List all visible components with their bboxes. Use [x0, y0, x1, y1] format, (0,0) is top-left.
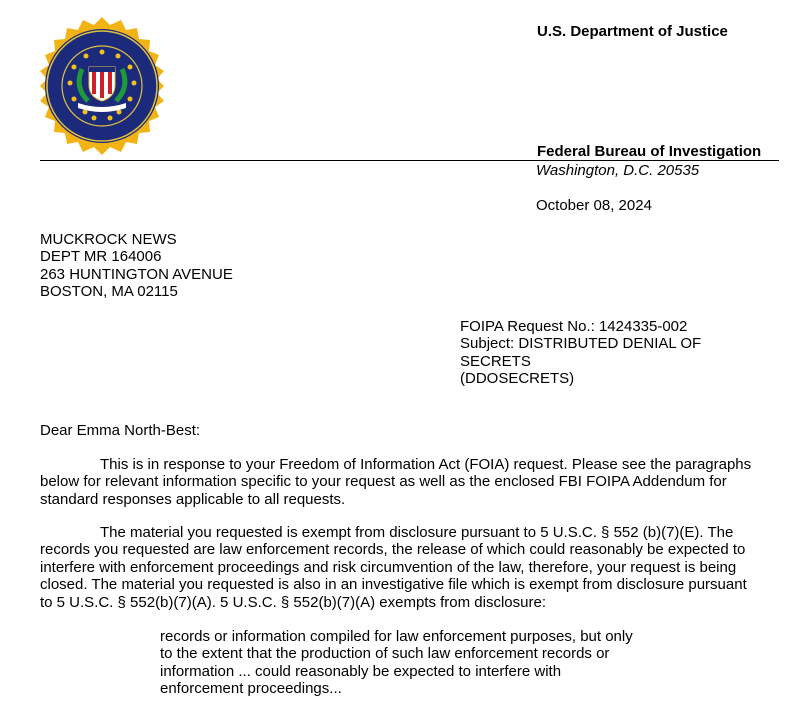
- quote-line: enforcement proceedings...: [160, 680, 342, 698]
- request-subject: Subject: DISTRIBUTED DENIAL OF: [460, 335, 702, 353]
- request-subject: (DDOSECRETS): [460, 370, 575, 388]
- paragraph-line: This is in response to your Freedom of Information Act (FOIA) request. Please see the paragraphs: [100, 456, 752, 473]
- address-line: MUCKROCK NEWS: [40, 231, 177, 248]
- paragraph-line: standard responses applicable to all requests.: [40, 490, 346, 508]
- recipient-address: [40, 231, 233, 301]
- paragraph-line: records you requested are law enforcement records, the release of which could reasonably be expected to: [40, 541, 746, 559]
- bureau-name: Federal Bureau of Investigation: [537, 143, 762, 160]
- paragraph-line: below for relevant information specific to your request as well as the enclosed FBI FOIPA Addendum for: [40, 473, 727, 491]
- request-subject: SECRETS: [460, 352, 531, 370]
- letter-date: October 08, 2024: [536, 197, 652, 214]
- paragraph-2: [40, 524, 747, 611]
- paragraph-line: closed. The material you requested is also in an investigative file which is exempt from disclosure pursuant: [40, 576, 747, 594]
- statute-quote: [160, 628, 633, 698]
- address-line: BOSTON, MA 02115: [40, 283, 178, 301]
- bureau-location: Washington, D.C. 20535: [536, 162, 700, 179]
- quote-line: information ... could reasonably be expected to interfere with: [160, 662, 562, 680]
- quote-line: to the extent that the production of such law enforcement records or: [160, 645, 610, 663]
- paragraph-line: interfere with enforcement proceedings and risk circumvention of the law, therefore, your request is being: [40, 558, 737, 576]
- paragraph-line: The material you requested is exempt from disclosure pursuant to 5 U.S.C. § 552 (b)(7)(E). The: [100, 524, 734, 541]
- paragraph-line: to 5 U.S.C. § 552(b)(7)(A). 5 U.S.C. § 552(b)(7)(A) exempts from disclosure:: [40, 593, 546, 611]
- quote-line: records or information compiled for law enforcement purposes, but only: [160, 628, 633, 645]
- address-line: 263 HUNTINGTON AVENUE: [40, 265, 233, 283]
- salutation: Dear Emma North-Best:: [40, 422, 201, 439]
- address-line: DEPT MR 164006: [40, 248, 162, 266]
- fbi-seal-logo: [33, 17, 171, 155]
- request-number: FOIPA Request No.: 1424335-002: [460, 318, 688, 335]
- request-reference: [460, 318, 701, 388]
- department-name: U.S. Department of Justice: [537, 23, 728, 40]
- paragraph-1: [40, 456, 751, 508]
